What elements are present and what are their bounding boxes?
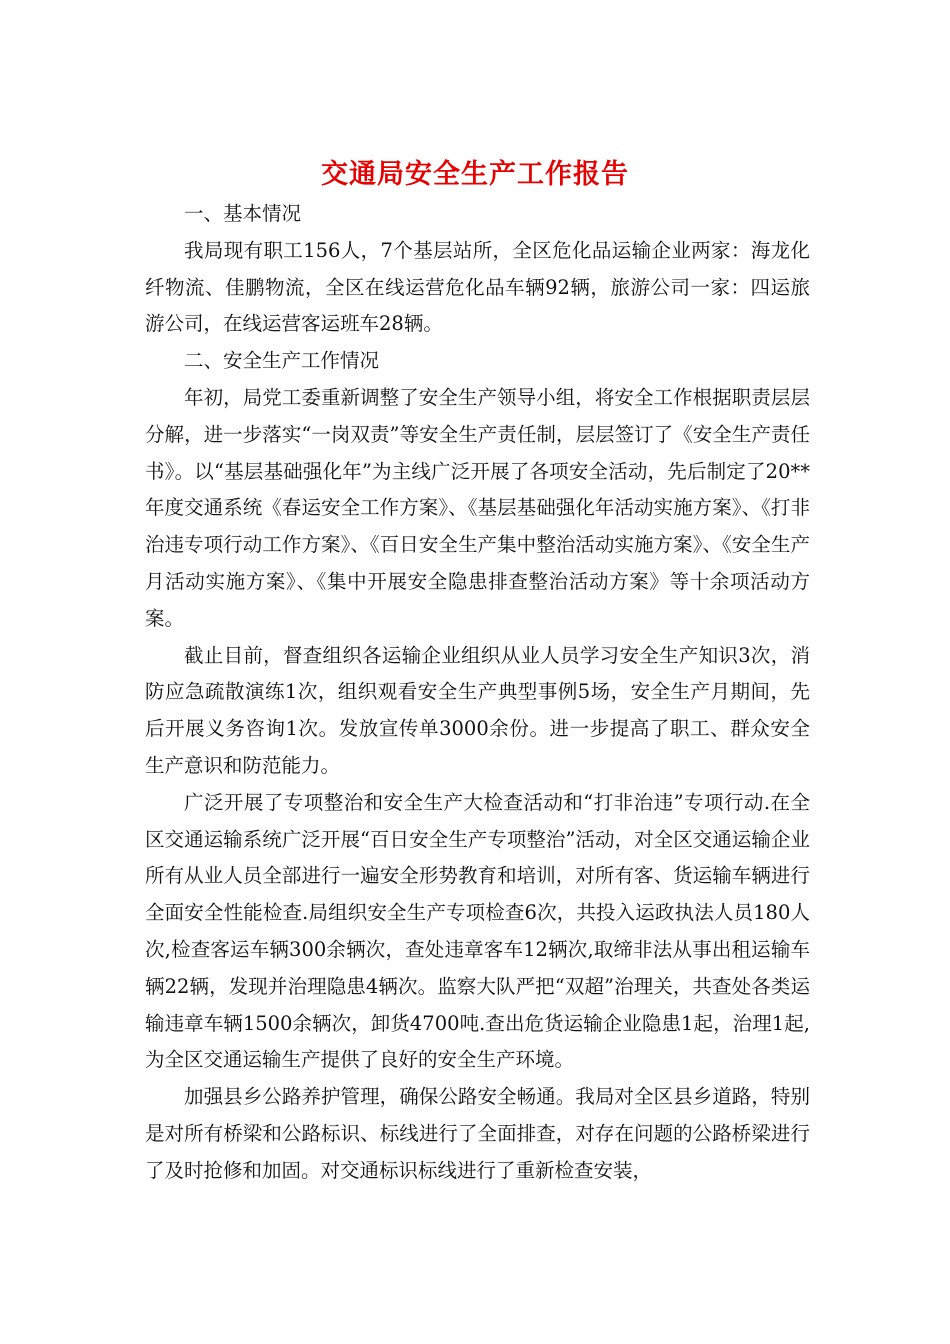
paragraph-staff-overview: 我局现有职工156人，7个基层站所，全区危化品运输企业两家：海龙化纤物流、佳鹏物流，全区在线运营危化品车辆92辆，旅游公司一家：四运旅游公司，在线运营客运班车28辆。 bbox=[145, 238, 810, 336]
section-heading-work: 二、安全生产工作情况 bbox=[184, 349, 380, 373]
paragraph-training: 截止目前，督查组织各运输企业组织从业人员学习安全生产知识3次，消防应急疏散演练1次，组织观看安全生产典型事例5场，安全生产月期间，先后开展义务咨询1次。发放宣传单3000余份。进一步提高了职工、群众安全生产意识和防范能力。 bbox=[145, 643, 810, 777]
document-body bbox=[145, 196, 810, 1190]
paragraph-responsibility: 年初，局党工委重新调整了安全生产领导小组，将安全工作根据职责层层分解，进一步落实“一岗双责”等安全生产责任制，层层签订了《安全生产责任书》。以“基层基础强化年”为主线广泛开展了各项安全活动，先后制定了20**年度交通系统《春运安全工作方案》、《基层基础强化年活动实施方案》、《打非治违专项行动工作方案》、《百日安全生产集中整治活动实施方案》、《安全生产月活动实施方案》、《集中开展安全隐患排查整治活动方案》等十余项活动方案。 bbox=[145, 385, 810, 630]
paragraph-road-maintenance: 加强县乡公路养护管理，确保公路安全畅通。我局对全区县乡道路，特别是对所有桥梁和公路标识、标线进行了全面排查，对存在问题的公路桥梁进行了及时抢修和加固。对交通标识标线进行了重新检查安装， bbox=[145, 1085, 810, 1182]
section-heading-basic: 一、基本情况 bbox=[184, 202, 302, 225]
document-title: 交通局安全生产工作报告 bbox=[321, 159, 629, 190]
paragraph-inspection: 广泛开展了专项整治和安全生产大检查活动和“打非治违”专项行动.在全区交通运输系统广泛开展“百日安全生产专项整治”活动，对全区交通运输企业所有从业人员全部进行一遍安全形势教育和培训，对所有客、货运输车辆进行全面安全性能检查.局组织安全生产专项检查6次，共投入运政执法人员180人次,检查客运车辆300余辆次，查处违章客车12辆次,取缔非法从事出租运输车辆22辆，发现并治理隐患4辆次。监察大队严把“双超”治理关，共查处各类运输违章车辆1500余辆次，卸货4700吨.查出危货运输企业隐患1起，治理1起,为全区交通运输生产提供了良好的安全生产环境。 bbox=[145, 790, 810, 1072]
